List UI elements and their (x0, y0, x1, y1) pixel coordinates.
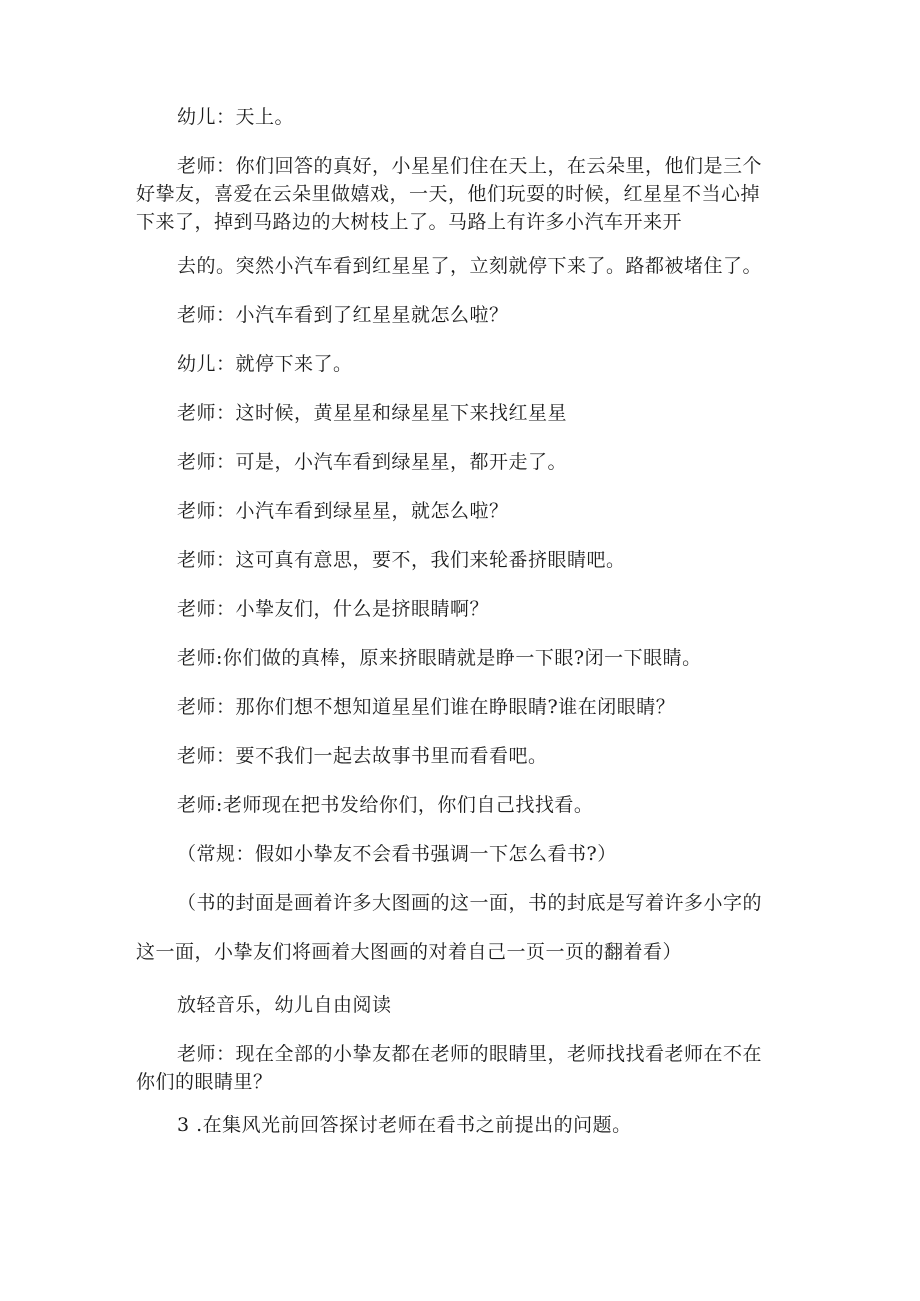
dialogue-line: 老师：小挚友们，什么是挤眼睛啊？ (177, 598, 490, 620)
dialogue-line: 老师：这时候，黄星星和绿星星下来找红星星 (177, 402, 568, 424)
paragraph-line: 老师：现在全部的小挚友都在老师的眼睛里，老师找找看老师在不在 (177, 1043, 763, 1065)
dialogue-line: 老师：小汽车看到绿星星，就怎么啦？ (177, 500, 509, 522)
paragraph-line: 下来了，掉到马路边的大树枝上了。马路上有许多小汽车开来开 (136, 211, 683, 233)
instruction-line: 放轻音乐，幼儿自由阅读 (177, 994, 392, 1016)
dialogue-line: 幼儿：就停下来了。 (177, 353, 353, 375)
dialogue-line: 幼儿：天上。 (177, 106, 295, 128)
story-paragraph (177, 152, 762, 180)
note-line: （书的封面是画着许多大图画的这一面，书的封底是写着许多小字的 (177, 892, 763, 914)
note-line-cont: 这一面，小挚友们将画着大图画的对着自己一页一页的翻着看） (136, 941, 683, 963)
dialogue-line: 老师：要不我们一起去故事书里而看看吧。 (177, 745, 548, 767)
section-heading: 3 .在集风光前回答探讨老师在看书之前提出的问题。 (177, 1114, 632, 1136)
dialogue-line: 老师:老师现在把书发给你们，你们自己找找看。 (177, 794, 594, 816)
dialogue-line: 老师：那你们想不想知道星星们谁在睁眼睛?谁在闭眼睛？ (177, 696, 676, 718)
note-line: （常规：假如小挚友不会看书强调一下怎么看书?） (177, 843, 617, 865)
dialogue-paragraph (177, 1040, 762, 1068)
dialogue-line: 老师：小汽车看到了红星星就怎么啦？ (177, 304, 509, 326)
paragraph-line: 老师：你们回答的真好，小星星们住在天上，在云朵里，他们是三个 (177, 155, 763, 177)
dialogue-line: 老师：这可真有意思，要不，我们来轮番挤眼睛吧。 (177, 549, 626, 571)
dialogue-paragraph-cont (136, 1068, 273, 1096)
paragraph-line: 去的。突然小汽车看到红星星了，立刻就停下来了。路都被堵住了。 (177, 255, 763, 277)
dialogue-line: 老师:你们做的真棒，原来挤眼睛就是睁一下眼?闭一下眼睛。 (177, 647, 702, 669)
paragraph-line: 你们的眼睛里？ (136, 1071, 273, 1093)
story-paragraph-cont (136, 180, 760, 236)
paragraph-line: 好挚友，喜爱在云朵里做嬉戏，一天，他们玩耍的时候，红星星不当心掉 (136, 183, 761, 205)
dialogue-line: 老师：可是，小汽车看到绿星星，都开走了。 (177, 451, 568, 473)
